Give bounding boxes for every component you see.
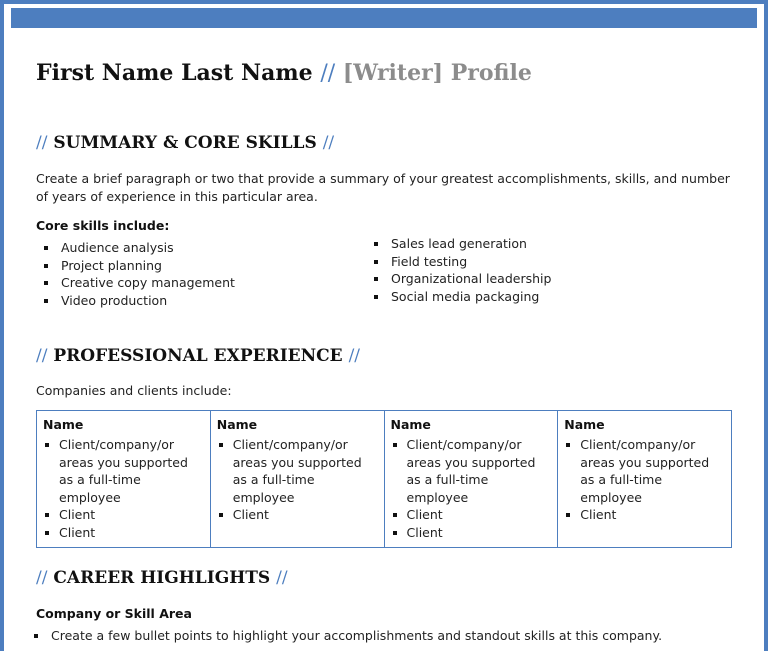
cell-list bbox=[391, 436, 552, 541]
heading-prefix: // bbox=[36, 568, 48, 588]
list-item: Client bbox=[43, 524, 204, 542]
list-item: Video production bbox=[36, 292, 356, 310]
company-cell bbox=[384, 411, 558, 548]
list-item: Social media packaging bbox=[366, 288, 706, 306]
cell-name: Name bbox=[390, 417, 431, 432]
role-title: [Writer] Profile bbox=[342, 60, 532, 86]
list-item: Client bbox=[217, 506, 378, 524]
list-item: Creative copy management bbox=[36, 274, 356, 292]
list-item: Create a few bullet points to highlight your accomplishments and standout skills at this company. bbox=[26, 627, 746, 645]
list-item: Client bbox=[43, 506, 204, 524]
companies-intro: Companies and clients include: bbox=[36, 383, 232, 398]
heading-text: PROFESSIONAL EXPERIENCE bbox=[53, 346, 343, 366]
cell-name: Name bbox=[564, 417, 605, 432]
cell-name: Name bbox=[43, 417, 84, 432]
company-cell bbox=[210, 411, 384, 548]
list-item: Client/company/or areas you supported as a full-time employee bbox=[217, 436, 378, 506]
page-title bbox=[36, 60, 532, 86]
company-area-label: Company or Skill Area bbox=[36, 606, 192, 621]
company-cell bbox=[37, 411, 211, 548]
full-name: First Name Last Name bbox=[36, 60, 313, 86]
list-item: Client/company/or areas you supported as a full-time employee bbox=[43, 436, 204, 506]
heading-prefix: // bbox=[36, 346, 48, 366]
summary-paragraph: Create a brief paragraph or two that provide a summary of your greatest accomplishments, skills, and number of years of experience in this particular area. bbox=[36, 171, 730, 204]
summary-heading bbox=[36, 133, 334, 153]
list-item: Client/company/or areas you supported as a full-time employee bbox=[564, 436, 725, 506]
cell-list bbox=[217, 436, 378, 524]
cell-list bbox=[43, 436, 204, 541]
list-item: Client bbox=[391, 524, 552, 542]
table-row bbox=[37, 411, 732, 548]
companies-table bbox=[36, 410, 732, 548]
heading-text: SUMMARY & CORE SKILLS bbox=[53, 133, 317, 153]
heading-prefix: // bbox=[36, 133, 48, 153]
heading-suffix: // bbox=[276, 568, 288, 588]
list-item: Client bbox=[391, 506, 552, 524]
list-item: Client/company/or areas you supported as a full-time employee bbox=[391, 436, 552, 506]
experience-heading bbox=[36, 346, 360, 366]
highlights-list bbox=[26, 627, 746, 645]
core-skills-label: Core skills include: bbox=[36, 218, 170, 233]
cell-list bbox=[564, 436, 725, 524]
company-cell bbox=[558, 411, 732, 548]
cell-name: Name bbox=[216, 417, 258, 432]
core-skills-right-list bbox=[366, 235, 706, 305]
core-skills-left-list bbox=[36, 239, 356, 309]
list-item: Organizational leadership bbox=[366, 270, 706, 288]
highlights-heading bbox=[36, 568, 288, 588]
heading-suffix: // bbox=[348, 346, 361, 366]
list-item: Project planning bbox=[36, 257, 356, 275]
heading-suffix: // bbox=[322, 133, 335, 153]
list-item: Audience analysis bbox=[36, 239, 356, 257]
list-item: Sales lead generation bbox=[366, 235, 706, 253]
list-item: Client bbox=[564, 506, 725, 524]
top-accent-bar bbox=[11, 8, 757, 28]
heading-text: CAREER HIGHLIGHTS bbox=[53, 568, 271, 588]
list-item: Field testing bbox=[366, 253, 706, 271]
title-separator: // bbox=[320, 61, 336, 86]
